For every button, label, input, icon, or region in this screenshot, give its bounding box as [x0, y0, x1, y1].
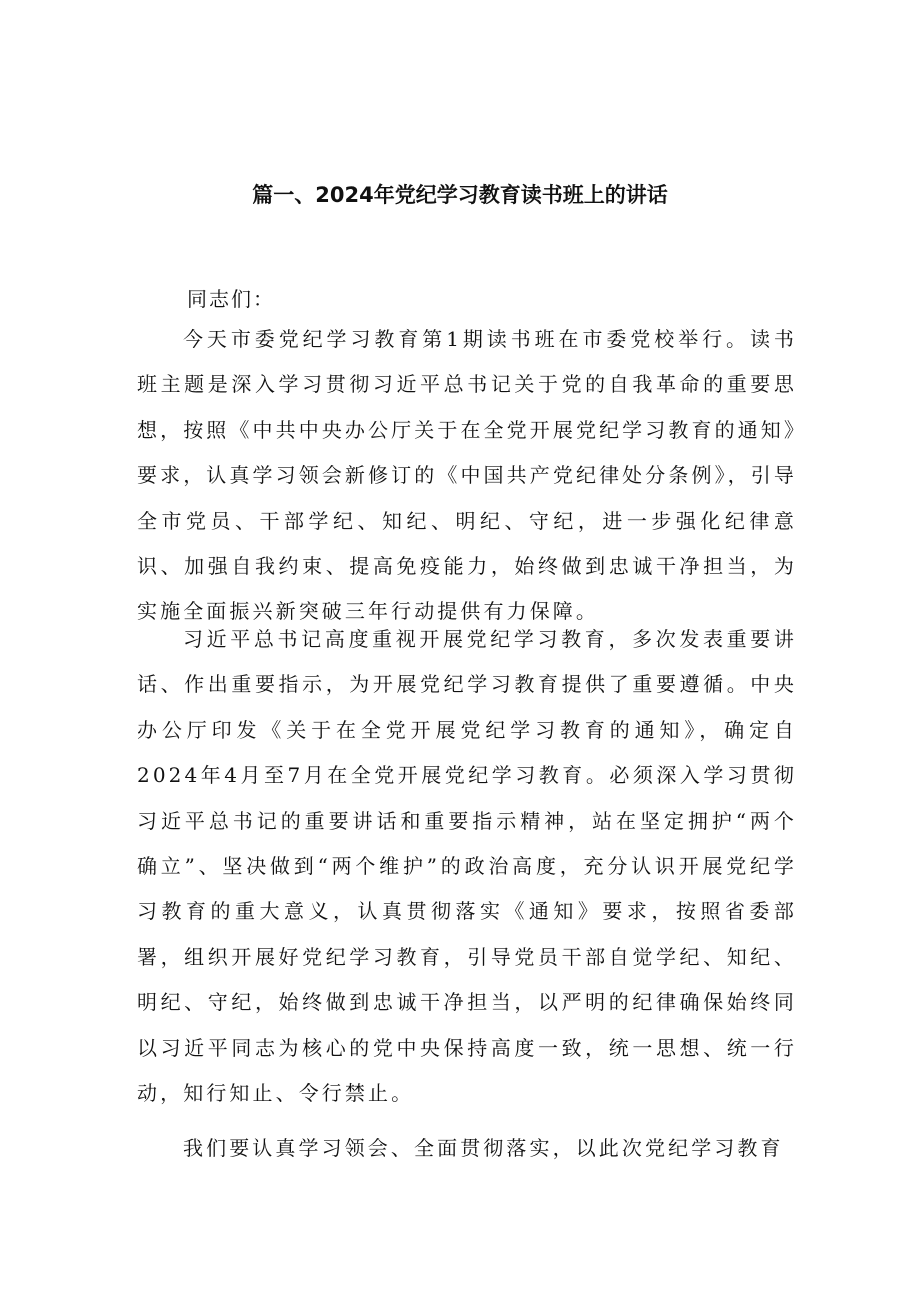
document-title: 篇一、2024年党纪学习教育读书班上的讲话	[252, 183, 668, 207]
paragraph-3: 我们要认真学习领会、全面贯彻落实，以此次党纪学习教育	[183, 1136, 784, 1160]
paragraph-2: 习近平总书记高度重视开展党纪学习教育，多次发表重要讲话、作出重要指示，为开展党纪学习教育提供了重要遵循。中央办公厅印发《关于在全党开展党纪学习教育的通知》，确定自2024年4月至7月在全党开展党纪学习教育。必须深入学习贯彻习近平总书记的重要讲话和重要指示精神，站在坚定拥护“两个确立”、坚决做到“两个维护”的政治高度，充分认识开展党纪学习教育的重大意义，认真贯彻落实《通知》要求，按照省委部署，组织开展好党纪学习教育，引导党员干部自觉学纪、知纪、明纪、守纪，始终做到忠诚干净担当，以严明的纪律确保始终同以习近平同志为核心的党中央保持高度一致，统一思想、统一行动，知行知止、令行禁止。	[137, 627, 797, 1106]
salutation: 同志们：	[187, 287, 275, 311]
paragraph-1: 今天市委党纪学习教育第1期读书班在市委党校举行。读书班主题是深入学习贯彻习近平总书记关于党的自我革命的重要思想，按照《中共中央办公厅关于在全党开展党纪学习教育的通知》要求，认真学习领会新修订的《中国共产党纪律处分条例》，引导全市党员、干部学纪、知纪、明纪、守纪，进一步强化纪律意识、加强自我约束、提高免疫能力，始终做到忠诚干净担当，为实施全面振兴新突破三年行动提供有力保障。	[137, 327, 797, 624]
